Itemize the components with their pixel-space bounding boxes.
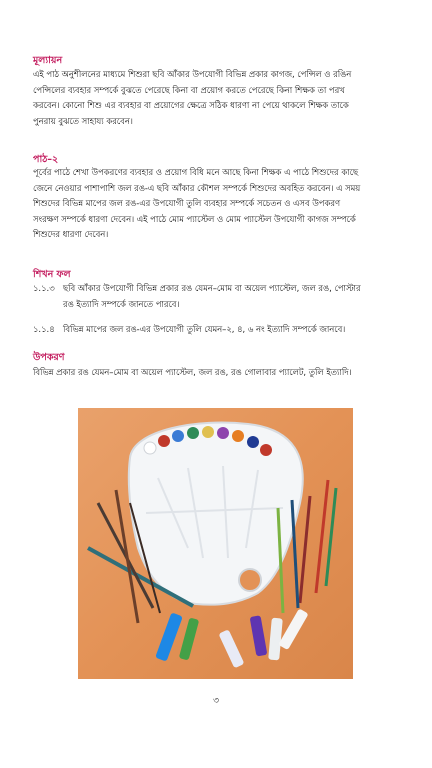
- paragraph-line: পুনরায় বুঝতে সাহায্য করবেন।: [33, 115, 133, 126]
- outcome-text: ছবি আঁকার উপযোগী বিভিন্ন প্রকার রঙ যেমন–মোম বা অয়েল প্যাস্টেল, জল রঙ, পোস্টার: [63, 283, 361, 293]
- outcome-number: ১.১.৪: [33, 324, 55, 334]
- paragraph-line: পেন্সিলের ব্যবহার সম্পর্কে বুঝতে পেরেছে কিনা বা প্রয়োগ করতে পেরেছে কিনা শিক্ষক তা পরখ: [33, 84, 345, 95]
- art-supplies-illustration: [78, 408, 353, 679]
- paragraph-line: সংরক্ষণ সম্পর্কে ধারণা দেবেন। এই পাঠে মোম প্যাস্টেল ও মোম প্যাস্টেল উপযোগী কাগজ সম্পর্কে: [33, 213, 356, 224]
- paint-tubes: [155, 608, 309, 668]
- paragraph-line: শিশুদের ধারণা দেবেন।: [33, 229, 109, 240]
- paragraph-line: পূর্বের পাঠে শেখা উপকরণের ব্যবহার ও প্রয়োগ বিধি মনে আছে কিনা শিক্ষক এ পাঠে শিশুদের কাছে: [33, 167, 359, 177]
- materials-line: বিভিন্ন প্রকার রঙ যেমন–মোম বা অয়েল প্যাস্টেল, জল রঙ, রঙ গোলাবার প্যালেট, তুলি ইত্যাদি।: [33, 367, 352, 377]
- outcome-text: বিভিন্ন মাপের জল রঙ-এর উপযোগী তুলি যেমন–২, ৪, ৬ নং ইত্যাদি সম্পর্কে জানবে।: [63, 324, 346, 334]
- paragraph-line: এই পাঠ অনুশীলনের মাধ্যমে শিশুরা ছবি আঁকার উপযোগী বিভিন্ন প্রকার কাগজ, পেন্সিল ও রঙিন: [33, 69, 352, 79]
- section-heading-materials: উপকরণ: [33, 352, 65, 363]
- learning-outcome-item: [33, 281, 408, 312]
- section-heading-learning-outcomes: শিখন ফল: [33, 269, 71, 280]
- paragraph-line: করবেন। কোনো শিশু এর ব্যবহার বা প্রয়োগের ক্ষেত্রে সঠিক ধারণা না পেয়ে থাকলে শিক্ষক তাকে: [33, 100, 349, 111]
- lesson-2-paragraph: [33, 165, 403, 243]
- evaluation-paragraph: [33, 67, 403, 129]
- art-supplies-photo: [78, 408, 353, 679]
- learning-outcome-item: [33, 322, 408, 338]
- outcome-text-continued: রঙ ইত্যাদি সম্পর্কে জানতে পারবে।: [63, 298, 180, 309]
- section-heading-evaluation: মূল্যায়ন: [33, 55, 63, 66]
- section-heading-lesson-2: পাঠ–২: [33, 154, 59, 165]
- paragraph-line: শিশুদের বিভিন্ন মাপের জল রঙ-এর উপযোগী তুলি ব্যবহার সম্পর্কে সচেতন ও এসব উপকরণ: [33, 198, 341, 209]
- paragraph-line: জেনে নেওয়ার পাশাপাশি জল রঙ-এ ছবি আঁকার কৌশল সম্পর্কে শিশুদের অবহিত করবেন। এ সময়: [33, 182, 361, 193]
- page-number: ৩: [213, 696, 219, 706]
- outcome-number: ১.১.৩: [33, 283, 55, 293]
- palette-thumb-hole: [239, 569, 261, 591]
